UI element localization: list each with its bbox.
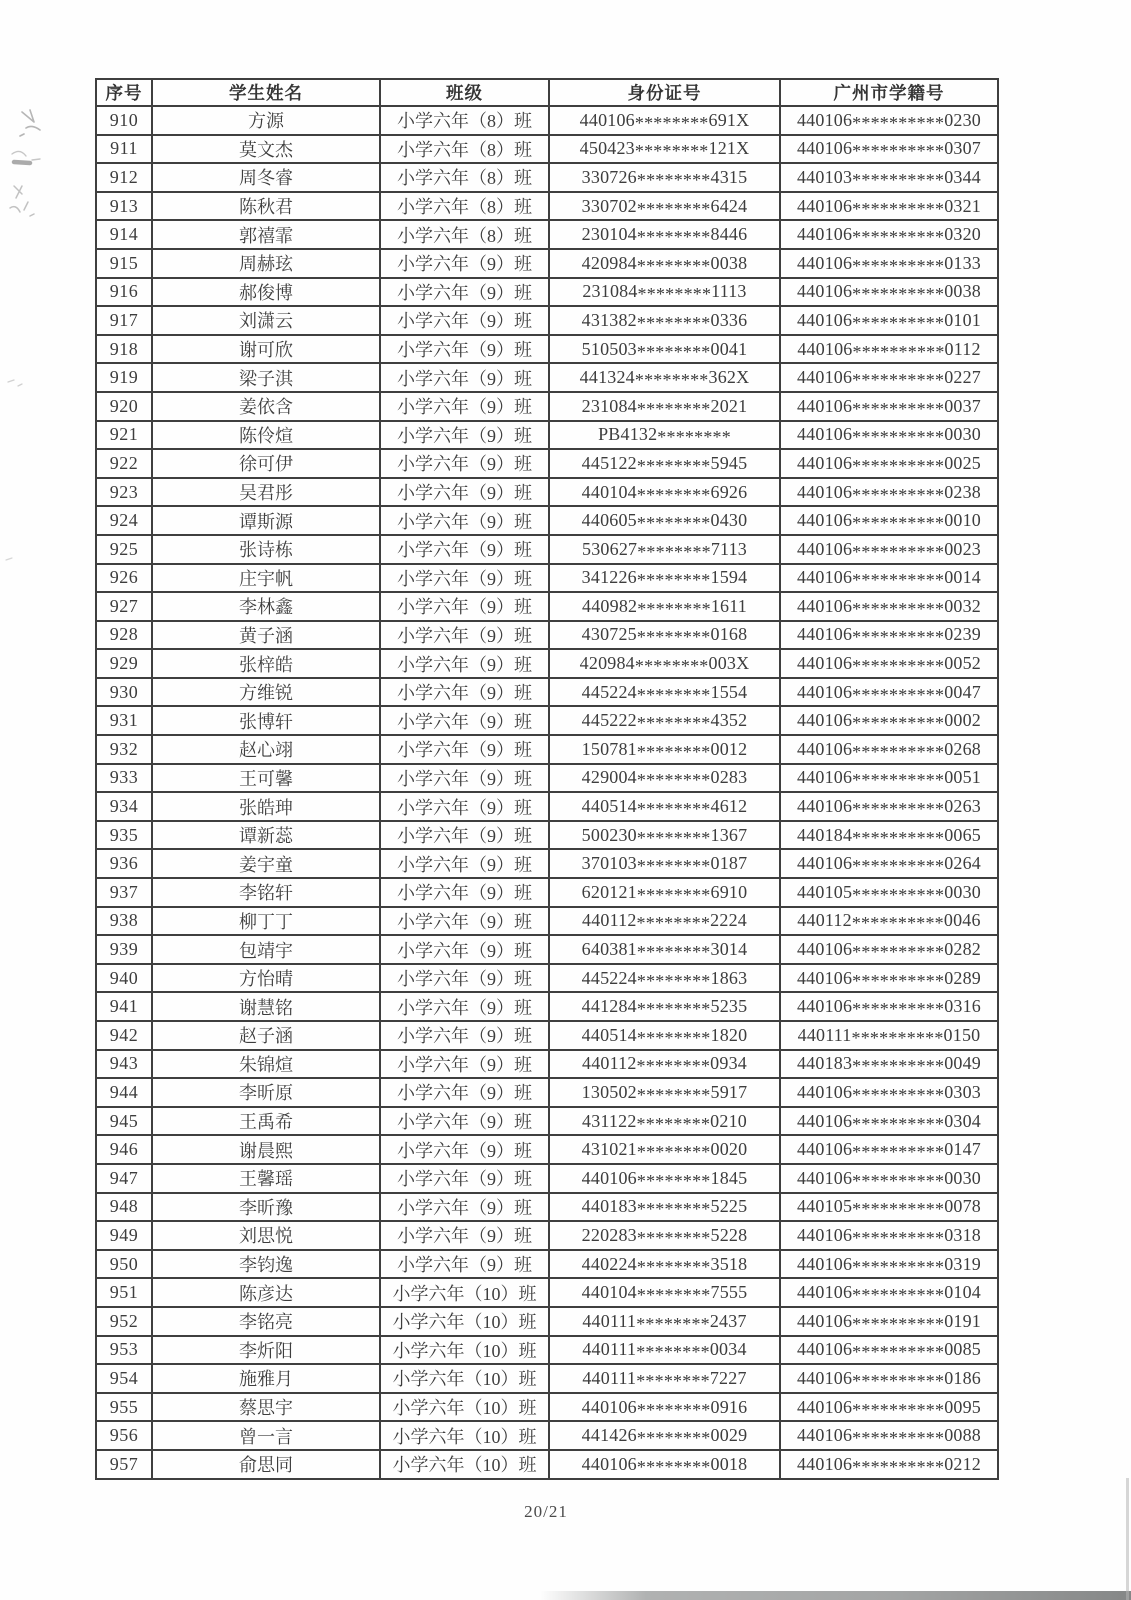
cell-index: 914 <box>96 220 152 249</box>
table-body <box>96 106 998 1479</box>
cell-index: 942 <box>96 1021 152 1050</box>
table-row <box>96 792 998 821</box>
cell-class: 小学六年（10）班 <box>380 1307 549 1336</box>
cell-student-name: 谢慧铭 <box>152 992 380 1021</box>
cell-student-name: 郭禧霏 <box>152 220 380 249</box>
cell-registration-number: 440106**********0030 <box>780 1164 998 1193</box>
cell-registration-number: 440106**********0227 <box>780 363 998 392</box>
cell-index: 957 <box>96 1450 152 1479</box>
cell-registration-number: 440106**********0147 <box>780 1135 998 1164</box>
cell-id-number: 440112********0934 <box>549 1050 780 1079</box>
table-row <box>96 278 998 307</box>
table-row <box>96 1393 998 1422</box>
cell-class: 小学六年（9）班 <box>380 1221 549 1250</box>
cell-id-number: 440106********1845 <box>549 1164 780 1193</box>
cell-class: 小学六年（9）班 <box>380 392 549 421</box>
cell-student-name: 方源 <box>152 106 380 135</box>
cell-index: 954 <box>96 1364 152 1393</box>
table-row <box>96 1078 998 1107</box>
cell-id-number: 440111********7227 <box>549 1364 780 1393</box>
cell-student-name: 李钧逸 <box>152 1250 380 1279</box>
cell-registration-number: 440106**********0051 <box>780 764 998 793</box>
cell-student-name: 周冬睿 <box>152 163 380 192</box>
table-row <box>96 964 998 993</box>
cell-registration-number: 440106**********0032 <box>780 592 998 621</box>
cell-id-number: 431122********0210 <box>549 1107 780 1136</box>
cell-student-name: 蔡思宇 <box>152 1393 380 1422</box>
cell-class: 小学六年（9）班 <box>380 1164 549 1193</box>
cell-class: 小学六年（10）班 <box>380 1278 549 1307</box>
cell-index: 911 <box>96 135 152 164</box>
cell-index: 945 <box>96 1107 152 1136</box>
cell-registration-number: 440106**********0268 <box>780 735 998 764</box>
cell-registration-number: 440106**********0038 <box>780 278 998 307</box>
table-row <box>96 1450 998 1479</box>
cell-registration-number: 440106**********0052 <box>780 649 998 678</box>
cell-index: 931 <box>96 706 152 735</box>
table-row <box>96 1307 998 1336</box>
cell-class: 小学六年（9）班 <box>380 764 549 793</box>
table-row <box>96 649 998 678</box>
cell-index: 919 <box>96 363 152 392</box>
cell-index: 936 <box>96 849 152 878</box>
cell-student-name: 赵心翊 <box>152 735 380 764</box>
cell-registration-number: 440105**********0030 <box>780 878 998 907</box>
cell-id-number: 431021********0020 <box>549 1135 780 1164</box>
table-row <box>96 1278 998 1307</box>
cell-student-name: 朱锦煊 <box>152 1050 380 1079</box>
cell-registration-number: 440183**********0049 <box>780 1050 998 1079</box>
cell-student-name: 张皓珅 <box>152 792 380 821</box>
scan-artifact-bottom-bar <box>540 1591 1131 1600</box>
cell-id-number: 500230********1367 <box>549 821 780 850</box>
cell-class: 小学六年（9）班 <box>380 449 549 478</box>
cell-id-number: 440514********4612 <box>549 792 780 821</box>
cell-index: 940 <box>96 964 152 993</box>
cell-class: 小学六年（9）班 <box>380 1250 549 1279</box>
table-row <box>96 1135 998 1164</box>
cell-registration-number: 440106**********0088 <box>780 1421 998 1450</box>
cell-student-name: 张诗栋 <box>152 535 380 564</box>
cell-registration-number: 440106**********0002 <box>780 706 998 735</box>
table-row <box>96 821 998 850</box>
cell-student-name: 庄宇帆 <box>152 564 380 593</box>
cell-class: 小学六年（9）班 <box>380 535 549 564</box>
cell-student-name: 谢可欣 <box>152 335 380 364</box>
cell-class: 小学六年（9）班 <box>380 1135 549 1164</box>
cell-registration-number: 440106**********0303 <box>780 1078 998 1107</box>
cell-id-number: 370103********0187 <box>549 849 780 878</box>
cell-registration-number: 440106**********0085 <box>780 1336 998 1365</box>
cell-id-number: 620121********6910 <box>549 878 780 907</box>
table-row <box>96 335 998 364</box>
cell-id-number: 440183********5225 <box>549 1193 780 1222</box>
cell-student-name: 王可馨 <box>152 764 380 793</box>
cell-index: 923 <box>96 478 152 507</box>
cell-registration-number: 440106**********0047 <box>780 678 998 707</box>
cell-registration-number: 440106**********0023 <box>780 535 998 564</box>
table-row <box>96 506 998 535</box>
cell-registration-number: 440106**********0282 <box>780 935 998 964</box>
cell-student-name: 陈彦达 <box>152 1278 380 1307</box>
column-header-id-number: 身份证号 <box>549 79 780 106</box>
cell-id-number: 440104********6926 <box>549 478 780 507</box>
table-header-row <box>96 79 998 106</box>
cell-class: 小学六年（10）班 <box>380 1364 549 1393</box>
cell-id-number: 440111********0034 <box>549 1336 780 1365</box>
cell-student-name: 包靖宇 <box>152 935 380 964</box>
cell-id-number: 445224********1554 <box>549 678 780 707</box>
cell-student-name: 方怡晴 <box>152 964 380 993</box>
cell-student-name: 张梓皓 <box>152 649 380 678</box>
cell-class: 小学六年（10）班 <box>380 1421 549 1450</box>
cell-class: 小学六年（9）班 <box>380 1078 549 1107</box>
cell-student-name: 李铭轩 <box>152 878 380 907</box>
cell-student-name: 张博轩 <box>152 706 380 735</box>
cell-id-number: 231084********1113 <box>549 278 780 307</box>
cell-id-number: 441426********0029 <box>549 1421 780 1450</box>
cell-id-number: 220283********5228 <box>549 1221 780 1250</box>
cell-index: 918 <box>96 335 152 364</box>
cell-class: 小学六年（9）班 <box>380 564 549 593</box>
cell-class: 小学六年（9）班 <box>380 306 549 335</box>
cell-student-name: 郝俊博 <box>152 278 380 307</box>
cell-registration-number: 440106**********0025 <box>780 449 998 478</box>
cell-id-number: 440514********1820 <box>549 1021 780 1050</box>
cell-class: 小学六年（9）班 <box>380 992 549 1021</box>
cell-index: 947 <box>96 1164 152 1193</box>
cell-registration-number: 440106**********0230 <box>780 106 998 135</box>
cell-id-number: 341226********1594 <box>549 564 780 593</box>
cell-registration-number: 440106**********0239 <box>780 621 998 650</box>
cell-index: 916 <box>96 278 152 307</box>
cell-student-name: 柳丁丁 <box>152 907 380 936</box>
cell-id-number: 429004********0283 <box>549 764 780 793</box>
cell-index: 930 <box>96 678 152 707</box>
table-row <box>96 907 998 936</box>
cell-index: 939 <box>96 935 152 964</box>
cell-index: 922 <box>96 449 152 478</box>
table-row <box>96 106 998 135</box>
cell-index: 929 <box>96 649 152 678</box>
cell-class: 小学六年（9）班 <box>380 478 549 507</box>
cell-registration-number: 440106**********0014 <box>780 564 998 593</box>
cell-id-number: 440111********2437 <box>549 1307 780 1336</box>
cell-index: 946 <box>96 1135 152 1164</box>
cell-class: 小学六年（9）班 <box>380 849 549 878</box>
cell-class: 小学六年（9）班 <box>380 249 549 278</box>
cell-registration-number: 440106**********0321 <box>780 192 998 221</box>
cell-class: 小学六年（9）班 <box>380 506 549 535</box>
cell-class: 小学六年（8）班 <box>380 135 549 164</box>
cell-class: 小学六年（9）班 <box>380 335 549 364</box>
cell-index: 943 <box>96 1050 152 1079</box>
cell-id-number: 445222********4352 <box>549 706 780 735</box>
table-row <box>96 1250 998 1279</box>
table-row <box>96 1364 998 1393</box>
table-row <box>96 363 998 392</box>
cell-registration-number: 440106**********0186 <box>780 1364 998 1393</box>
cell-student-name: 王馨瑶 <box>152 1164 380 1193</box>
column-header-student-name: 学生姓名 <box>152 79 380 106</box>
cell-student-name: 李昕豫 <box>152 1193 380 1222</box>
cell-index: 912 <box>96 163 152 192</box>
cell-registration-number: 440103**********0344 <box>780 163 998 192</box>
cell-id-number: 440224********3518 <box>549 1250 780 1279</box>
cell-index: 932 <box>96 735 152 764</box>
cell-index: 924 <box>96 506 152 535</box>
cell-class: 小学六年（9）班 <box>380 1021 549 1050</box>
cell-student-name: 李昕原 <box>152 1078 380 1107</box>
cell-student-name: 曾一言 <box>152 1421 380 1450</box>
cell-student-name: 李炘阳 <box>152 1336 380 1365</box>
cell-registration-number: 440106**********0264 <box>780 849 998 878</box>
table-row <box>96 1050 998 1079</box>
cell-student-name: 俞思同 <box>152 1450 380 1479</box>
table-row <box>96 935 998 964</box>
cell-id-number: 420984********003X <box>549 649 780 678</box>
cell-index: 944 <box>96 1078 152 1107</box>
cell-class: 小学六年（9）班 <box>380 935 549 964</box>
cell-id-number: 130502********5917 <box>549 1078 780 1107</box>
cell-student-name: 黄子涵 <box>152 621 380 650</box>
table-row <box>96 678 998 707</box>
cell-id-number: 440112********2224 <box>549 907 780 936</box>
cell-id-number: 440106********0916 <box>549 1393 780 1422</box>
cell-index: 955 <box>96 1393 152 1422</box>
cell-index: 953 <box>96 1336 152 1365</box>
cell-class: 小学六年（9）班 <box>380 592 549 621</box>
cell-id-number: 640381********3014 <box>549 935 780 964</box>
cell-index: 934 <box>96 792 152 821</box>
cell-registration-number: 440106**********0316 <box>780 992 998 1021</box>
cell-class: 小学六年（9）班 <box>380 1107 549 1136</box>
cell-registration-number: 440106**********0037 <box>780 392 998 421</box>
cell-index: 938 <box>96 907 152 936</box>
cell-student-name: 谭新蕊 <box>152 821 380 850</box>
column-header-class: 班级 <box>380 79 549 106</box>
cell-class: 小学六年（9）班 <box>380 735 549 764</box>
cell-class: 小学六年（9）班 <box>380 821 549 850</box>
table-row <box>96 992 998 1021</box>
cell-index: 917 <box>96 306 152 335</box>
column-header-index: 序号 <box>96 79 152 106</box>
cell-index: 933 <box>96 764 152 793</box>
cell-index: 941 <box>96 992 152 1021</box>
cell-class: 小学六年（8）班 <box>380 192 549 221</box>
table-row <box>96 878 998 907</box>
table-row <box>96 1221 998 1250</box>
cell-class: 小学六年（9）班 <box>380 363 549 392</box>
table-row <box>96 1164 998 1193</box>
cell-index: 915 <box>96 249 152 278</box>
cell-id-number: 230104********8446 <box>549 220 780 249</box>
cell-id-number: 440106********691X <box>549 106 780 135</box>
cell-registration-number: 440106**********0133 <box>780 249 998 278</box>
cell-class: 小学六年（9）班 <box>380 421 549 450</box>
cell-index: 956 <box>96 1421 152 1450</box>
cell-registration-number: 440106**********0212 <box>780 1450 998 1479</box>
cell-index: 937 <box>96 878 152 907</box>
table-row <box>96 392 998 421</box>
cell-student-name: 梁子淇 <box>152 363 380 392</box>
cell-id-number: 440104********7555 <box>549 1278 780 1307</box>
cell-registration-number: 440105**********0078 <box>780 1193 998 1222</box>
cell-index: 910 <box>96 106 152 135</box>
cell-student-name: 吴君彤 <box>152 478 380 507</box>
cell-class: 小学六年（8）班 <box>380 220 549 249</box>
cell-id-number: 440982********1611 <box>549 592 780 621</box>
cell-class: 小学六年（9）班 <box>380 1193 549 1222</box>
cell-class: 小学六年（9）班 <box>380 907 549 936</box>
cell-index: 949 <box>96 1221 152 1250</box>
cell-registration-number: 440112**********0046 <box>780 907 998 936</box>
cell-id-number: PB4132******** <box>549 421 780 450</box>
cell-student-name: 赵子涵 <box>152 1021 380 1050</box>
cell-student-name: 谢晨熙 <box>152 1135 380 1164</box>
cell-index: 920 <box>96 392 152 421</box>
cell-id-number: 445122********5945 <box>549 449 780 478</box>
cell-registration-number: 440106**********0030 <box>780 421 998 450</box>
cell-id-number: 450423********121X <box>549 135 780 164</box>
table-row <box>96 421 998 450</box>
cell-index: 950 <box>96 1250 152 1279</box>
cell-registration-number: 440106**********0318 <box>780 1221 998 1250</box>
table-row <box>96 592 998 621</box>
table-row <box>96 478 998 507</box>
cell-registration-number: 440106**********0319 <box>780 1250 998 1279</box>
cell-registration-number: 440111**********0150 <box>780 1021 998 1050</box>
cell-student-name: 刘思悦 <box>152 1221 380 1250</box>
cell-registration-number: 440106**********0289 <box>780 964 998 993</box>
cell-registration-number: 440106**********0238 <box>780 478 998 507</box>
cell-student-name: 姜宇童 <box>152 849 380 878</box>
cell-student-name: 施雅月 <box>152 1364 380 1393</box>
cell-registration-number: 440106**********0104 <box>780 1278 998 1307</box>
table-row <box>96 306 998 335</box>
cell-class: 小学六年（9）班 <box>380 1050 549 1079</box>
cell-index: 927 <box>96 592 152 621</box>
cell-student-name: 姜依含 <box>152 392 380 421</box>
cell-registration-number: 440106**********0304 <box>780 1107 998 1136</box>
cell-registration-number: 440184**********0065 <box>780 821 998 850</box>
table-row <box>96 192 998 221</box>
table-row <box>96 220 998 249</box>
table-row <box>96 764 998 793</box>
student-roster-table <box>95 78 999 1480</box>
cell-id-number: 510503********0041 <box>549 335 780 364</box>
table-row <box>96 163 998 192</box>
cell-class: 小学六年（10）班 <box>380 1393 549 1422</box>
cell-student-name: 陈秋君 <box>152 192 380 221</box>
cell-registration-number: 440106**********0320 <box>780 220 998 249</box>
cell-student-name: 周赫玹 <box>152 249 380 278</box>
table-row <box>96 1336 998 1365</box>
cell-registration-number: 440106**********0010 <box>780 506 998 535</box>
table-row <box>96 1107 998 1136</box>
table-row <box>96 706 998 735</box>
table-row <box>96 849 998 878</box>
cell-id-number: 330702********6424 <box>549 192 780 221</box>
cell-id-number: 150781********0012 <box>549 735 780 764</box>
cell-registration-number: 440106**********0095 <box>780 1393 998 1422</box>
cell-id-number: 430725********0168 <box>549 621 780 650</box>
cell-class: 小学六年（9）班 <box>380 792 549 821</box>
scan-artifact-edge-line <box>1126 1478 1129 1600</box>
cell-class: 小学六年（10）班 <box>380 1336 549 1365</box>
cell-registration-number: 440106**********0263 <box>780 792 998 821</box>
cell-class: 小学六年（9）班 <box>380 964 549 993</box>
cell-index: 952 <box>96 1307 152 1336</box>
cell-student-name: 陈伶煊 <box>152 421 380 450</box>
cell-id-number: 445224********1863 <box>549 964 780 993</box>
cell-index: 925 <box>96 535 152 564</box>
table-row <box>96 1021 998 1050</box>
cell-id-number: 330726********4315 <box>549 163 780 192</box>
cell-class: 小学六年（8）班 <box>380 106 549 135</box>
cell-class: 小学六年（8）班 <box>380 163 549 192</box>
cell-id-number: 530627********7113 <box>549 535 780 564</box>
cell-id-number: 441324********362X <box>549 363 780 392</box>
table-row <box>96 1193 998 1222</box>
cell-id-number: 440106********0018 <box>549 1450 780 1479</box>
cell-class: 小学六年（9）班 <box>380 649 549 678</box>
cell-class: 小学六年（10）班 <box>380 1450 549 1479</box>
cell-registration-number: 440106**********0112 <box>780 335 998 364</box>
cell-class: 小学六年（9）班 <box>380 621 549 650</box>
cell-id-number: 231084********2021 <box>549 392 780 421</box>
cell-student-name: 刘潇云 <box>152 306 380 335</box>
cell-class: 小学六年（9）班 <box>380 278 549 307</box>
cell-index: 926 <box>96 564 152 593</box>
cell-class: 小学六年（9）班 <box>380 878 549 907</box>
cell-id-number: 440605********0430 <box>549 506 780 535</box>
cell-registration-number: 440106**********0101 <box>780 306 998 335</box>
cell-class: 小学六年（9）班 <box>380 678 549 707</box>
cell-index: 928 <box>96 621 152 650</box>
cell-id-number: 441284********5235 <box>549 992 780 1021</box>
table-row <box>96 735 998 764</box>
table-row <box>96 249 998 278</box>
table-row <box>96 135 998 164</box>
cell-index: 913 <box>96 192 152 221</box>
table-row <box>96 1421 998 1450</box>
table-row <box>96 564 998 593</box>
page-number: 20/21 <box>524 1502 568 1521</box>
cell-index: 935 <box>96 821 152 850</box>
cell-id-number: 431382********0336 <box>549 306 780 335</box>
cell-registration-number: 440106**********0307 <box>780 135 998 164</box>
cell-student-name: 莫文杰 <box>152 135 380 164</box>
column-header-registration-number: 广州市学籍号 <box>780 79 998 106</box>
cell-registration-number: 440106**********0191 <box>780 1307 998 1336</box>
table-row <box>96 449 998 478</box>
table-row <box>96 535 998 564</box>
cell-student-name: 谭斯源 <box>152 506 380 535</box>
cell-class: 小学六年（9）班 <box>380 706 549 735</box>
cell-student-name: 李铭亮 <box>152 1307 380 1336</box>
cell-index: 921 <box>96 421 152 450</box>
cell-student-name: 王禹希 <box>152 1107 380 1136</box>
cell-student-name: 李林鑫 <box>152 592 380 621</box>
cell-student-name: 徐可伊 <box>152 449 380 478</box>
cell-index: 951 <box>96 1278 152 1307</box>
cell-index: 948 <box>96 1193 152 1222</box>
table-row <box>96 621 998 650</box>
cell-student-name: 方维锐 <box>152 678 380 707</box>
cell-id-number: 420984********0038 <box>549 249 780 278</box>
